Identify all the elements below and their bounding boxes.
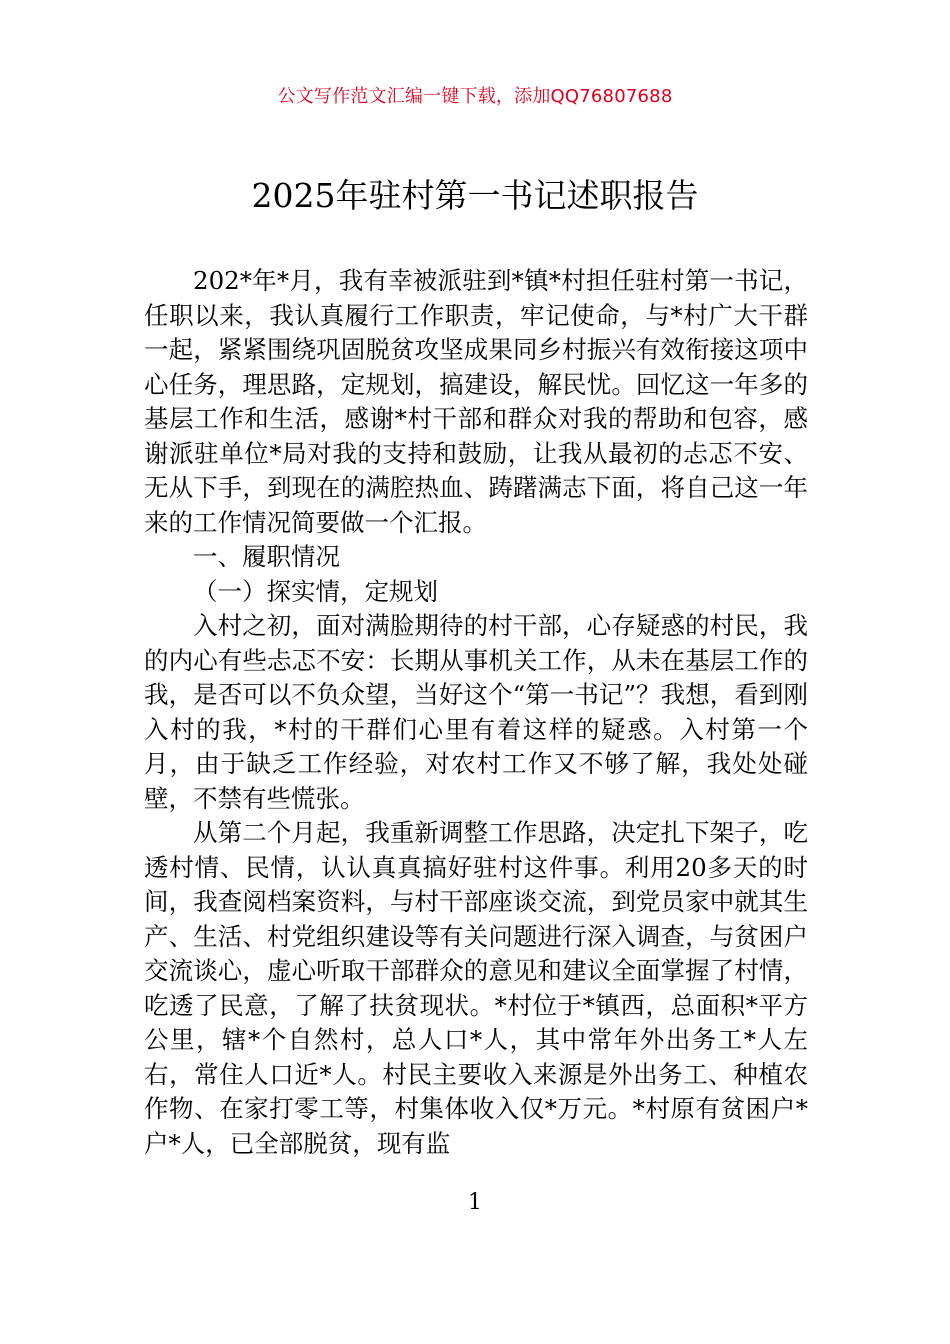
subsection-heading-1: （一）探实情，定规划 <box>193 576 438 606</box>
page-number: 1 <box>468 1190 482 1215</box>
header-note: 公文写作范文汇编一键下载，添加QQ76807688 <box>277 86 673 107</box>
document-title: 2025年驻村第一书记述职报告 <box>251 176 699 215</box>
paragraph-entry: 入村之初，面对满脸期待的村干部，心存疑惑的村民，我的内心有些忐忑不安：长期从事机关工作，从未在基层工作的我，是否可以不负众望，当好这个“第一书记”？我想，看到刚入村的我，*村的干群们心里有着这样的疑惑。入村第一个月，由于缺乏工作经验，对农村工作又不够了解，我处处碰壁，不禁有些慌张。 <box>144 611 808 813</box>
paragraph-investigation: 从第二个月起，我重新调整工作思路，决定扎下架子，吃透村情、民情，认认真真搞好驻村这件事。利用20多天的时间，我查阅档案资料，与村干部座谈交流，到党员家中就其生产、生活、村党组织建设等有关问题进行深入调查，与贫困户交流谈心，虚心听取干部群众的意见和建议全面掌握了村情，吃透了民意，了解了扶贫现状。*村位于*镇西，总面积*平方公里，辖*个自然村，总人口*人，其中常年外出务工*人左右，常住人口近*人。村民主要收入来源是外出务工、种植农作物、在家打零工等，村集体收入仅*万元。*村原有贫困户*户*人，已全部脱贫，现有监 <box>144 818 808 1158</box>
paragraph-intro: 202*年*月，我有幸被派驻到*镇*村担任驻村第一书记，任职以来，我认真履行工作职责，牢记使命，与*村广大干群一起，紧紧围绕巩固脱贫攻坚成果同乡村振兴有效衔接这项中心任务，理思路，定规划，搞建设，解民忧。回忆这一年多的基层工作和生活，感谢*村干部和群众对我的帮助和包容，感谢派驻单位*局对我的支持和鼓励，让我从最初的忐忑不安、无从下手，到现在的满腔热血、踌躇满志下面，将自己这一年来的工作情况简要做一个汇报。 <box>144 266 808 537</box>
section-heading-1: 一、履职情况 <box>193 542 340 571</box>
document-body <box>144 264 808 1161</box>
